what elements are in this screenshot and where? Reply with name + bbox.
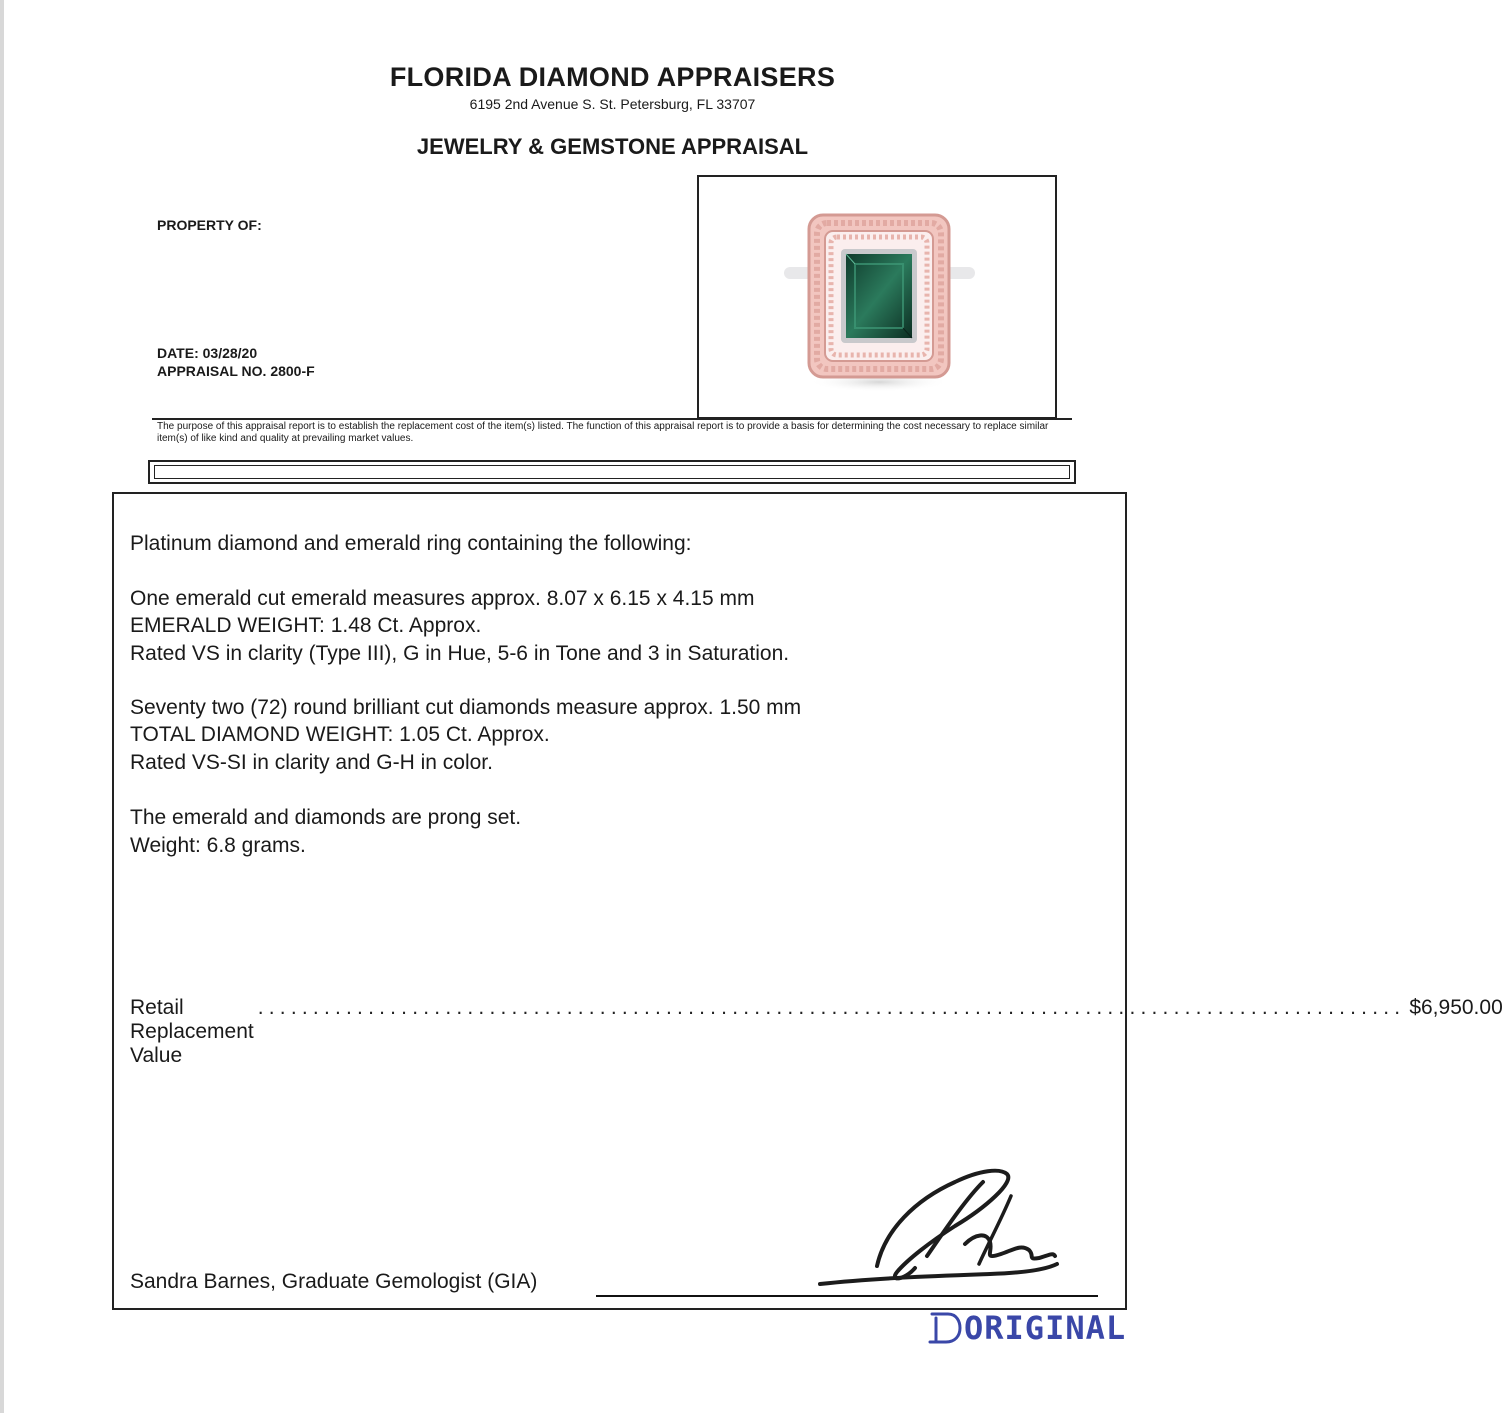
signatory-name: Sandra Barnes, Graduate Gemologist (GIA) xyxy=(130,1270,538,1293)
valuation-row xyxy=(130,996,1503,1068)
double-rule-inner xyxy=(154,465,1070,479)
emerald-rating: Rated VS in clarity (Type III), G in Hue, 5-6 in Tone and 3 in Saturation. xyxy=(130,642,790,665)
property-of-label: PROPERTY OF: xyxy=(157,217,262,233)
letterhead xyxy=(0,62,1225,112)
date-line: DATE: 03/28/20 xyxy=(157,345,258,361)
emerald-measurement: One emerald cut emerald measures approx. 8.07 x 6.15 x 4.15 mm xyxy=(130,587,755,610)
diamond-weight: TOTAL DIAMOND WEIGHT: 1.05 Ct. Approx. xyxy=(130,723,550,746)
section-divider xyxy=(152,418,1072,420)
setting-note: The emerald and diamonds are prong set. xyxy=(130,806,522,829)
diamond-measurement: Seventy two (72) round brilliant cut diamonds measure approx. 1.50 mm xyxy=(130,696,802,719)
diamond-rating: Rated VS-SI in clarity and G-H in color. xyxy=(130,751,493,774)
valuation-label: Retail Replacement Value xyxy=(130,996,254,1067)
appraisal-number: APPRAISAL NO. 2800-F xyxy=(157,363,315,379)
ring-weight: Weight: 6.8 grams. xyxy=(130,834,306,857)
original-stamp xyxy=(924,1308,1126,1348)
stamp-text: ORIGINAL xyxy=(964,1309,1127,1347)
handwritten-signature-icon xyxy=(815,1160,1075,1305)
company-name: FLORIDA DIAMOND APPRAISERS xyxy=(389,62,836,92)
emerald-weight: EMERALD WEIGHT: 1.48 Ct. Approx. xyxy=(130,614,482,637)
scan-edge xyxy=(0,0,4,1413)
item-intro: Platinum diamond and emerald ring containing the following: xyxy=(130,532,692,555)
document-title: JEWELRY & GEMSTONE APPRAISAL xyxy=(416,134,809,159)
stamp-bracket-icon xyxy=(924,1308,964,1348)
leader-dots: ........................................................................................................ xyxy=(257,996,1406,1019)
ring-photo-frame xyxy=(697,175,1057,419)
purpose-statement: The purpose of this appraisal report is to establish the replacement cost of the item(s) listed. The function of this appraisal report is to provide a basis for determining the cost necessary to replace similar item(s) of like kind and quality at prevailing market values. xyxy=(157,421,1049,444)
company-address: 6195 2nd Avenue S. St. Petersburg, FL 33707 xyxy=(469,96,756,112)
emerald-ring-photo-icon xyxy=(699,177,1055,417)
valuation-amount: $6,950.00 xyxy=(1409,996,1503,1019)
double-rule-bar xyxy=(148,460,1076,484)
